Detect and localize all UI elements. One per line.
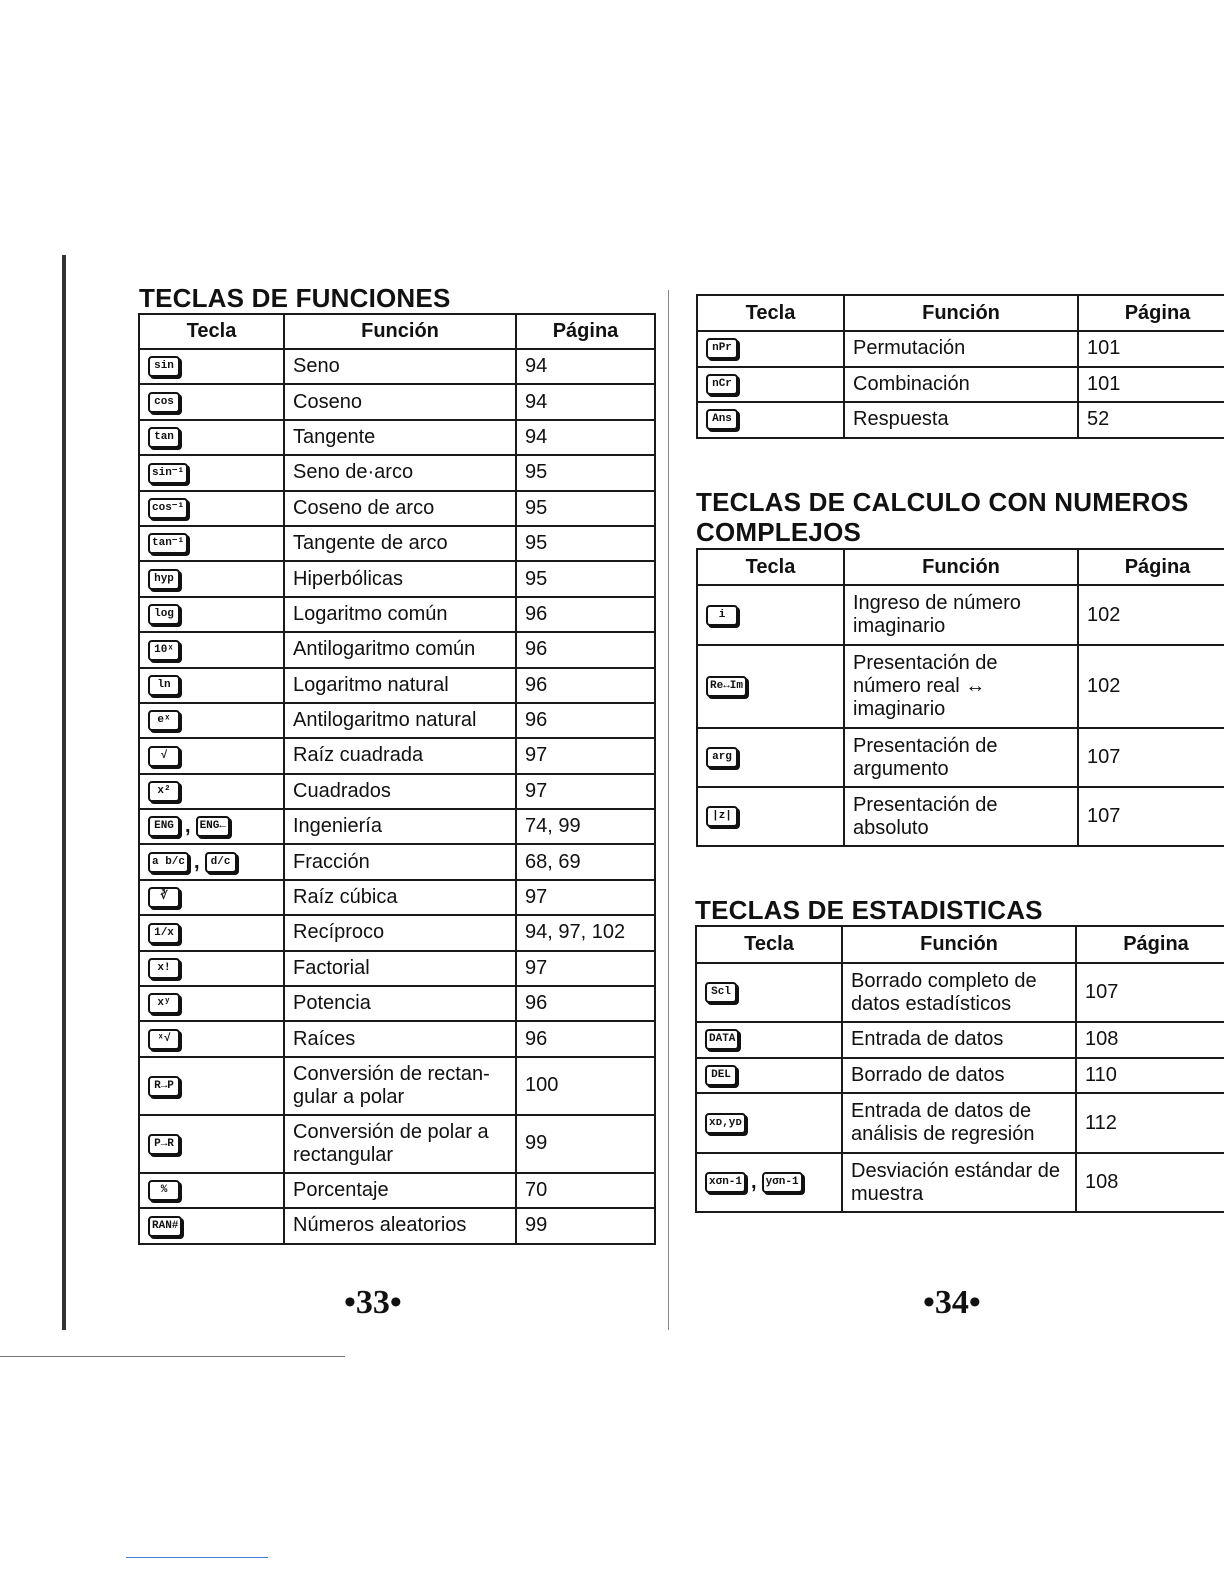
stats-table xyxy=(695,925,1224,1213)
page-cell: 95 xyxy=(516,455,655,490)
page-cell: 97 xyxy=(516,880,655,915)
function-cell: Hiperbólicas xyxy=(284,561,516,596)
table-row xyxy=(139,915,655,950)
page-cell: 95 xyxy=(516,561,655,596)
table-row xyxy=(697,645,1224,728)
function-cell: Factorial xyxy=(284,951,516,986)
function-cell: Conversión de polar a rectangular xyxy=(284,1115,516,1173)
calculator-key-icon: Re↔Im xyxy=(706,676,747,697)
page-cell: 112 xyxy=(1076,1093,1224,1153)
page-cell: 94 xyxy=(516,384,655,419)
calculator-key-icon: ENG← xyxy=(196,816,230,837)
calculator-key-icon: xᴅ,yᴅ xyxy=(705,1113,746,1134)
table-row xyxy=(139,844,655,879)
function-cell: Entrada de datos xyxy=(842,1022,1076,1058)
calculator-key-icon: ln xyxy=(148,675,180,696)
calculator-key-icon: Ans xyxy=(706,409,738,430)
page-cell: 108 xyxy=(1076,1153,1224,1212)
calculator-key-icon: arg xyxy=(706,747,738,768)
key-cell xyxy=(139,561,284,596)
calculator-key-icon: R→P xyxy=(148,1076,180,1097)
key-cell xyxy=(139,455,284,490)
page-cell: 97 xyxy=(516,951,655,986)
key-cell xyxy=(139,951,284,986)
table-row xyxy=(139,1173,655,1208)
key-cell xyxy=(139,1021,284,1056)
table-row xyxy=(139,738,655,773)
page-cell: 94, 97, 102 xyxy=(516,915,655,950)
center-fold-line xyxy=(668,290,669,1330)
table-row xyxy=(139,526,655,561)
key-cell xyxy=(139,844,284,879)
calculator-key-icon: xσn-1 xyxy=(705,1172,746,1193)
table-row xyxy=(139,1021,655,1056)
function-cell: Borrado completo de datos estadísticos xyxy=(842,963,1076,1022)
function-cell: Coseno xyxy=(284,384,516,419)
calculator-key-icon: ∛ xyxy=(148,887,180,908)
calculator-key-icon: |z| xyxy=(706,806,738,827)
stats-section-title: TECLAS DE ESTADISTICAS xyxy=(695,895,1043,925)
page-cell: 52 xyxy=(1078,402,1224,438)
key-cell xyxy=(139,1173,284,1208)
key-cell xyxy=(697,402,844,438)
function-cell: Respuesta xyxy=(844,402,1078,438)
table-row xyxy=(139,455,655,490)
complex-section-title: TECLAS DE CALCULO CON NUMEROS COMPLEJOS xyxy=(696,487,1189,547)
page-cell: 97 xyxy=(516,738,655,773)
page-cell: 101 xyxy=(1078,331,1224,367)
calculator-key-icon: eˣ xyxy=(148,710,180,731)
table-row xyxy=(139,774,655,809)
page-cell: 108 xyxy=(1076,1022,1224,1058)
table-row xyxy=(139,384,655,419)
header-pagina: Página xyxy=(1078,549,1224,585)
calculator-key-icon: xʸ xyxy=(148,993,180,1014)
key-cell xyxy=(696,1153,842,1212)
complex-table-body xyxy=(697,585,1224,846)
page-cell: 99 xyxy=(516,1208,655,1243)
calculator-key-icon: ENG xyxy=(148,816,180,837)
calculator-key-icon: DATA xyxy=(705,1029,739,1050)
function-cell: Porcentaje xyxy=(284,1173,516,1208)
page-cell: 107 xyxy=(1078,728,1224,787)
header-funcion: Función xyxy=(844,549,1078,585)
function-cell: Cuadrados xyxy=(284,774,516,809)
table-row xyxy=(696,1058,1224,1094)
table-row xyxy=(139,1208,655,1243)
page-cell: 100 xyxy=(516,1057,655,1115)
complex-table xyxy=(696,548,1224,847)
table-row xyxy=(696,963,1224,1022)
function-cell: Desviación estándar de muestra xyxy=(842,1153,1076,1212)
calculator-key-icon: P→R xyxy=(148,1134,180,1155)
calculator-key-icon: hyp xyxy=(148,569,180,590)
function-cell: Seno de·arco xyxy=(284,455,516,490)
function-cell: Raíz cúbica xyxy=(284,880,516,915)
calculator-key-icon: log xyxy=(148,604,180,625)
key-cell xyxy=(139,1057,284,1115)
calculator-key-icon: 1/x xyxy=(148,923,180,944)
page-cell: 107 xyxy=(1078,787,1224,846)
table-row xyxy=(139,632,655,667)
function-cell: Combinación xyxy=(844,367,1078,403)
calculator-key-icon: x! xyxy=(148,958,180,979)
header-funcion: Función xyxy=(842,926,1076,963)
page-cell: 94 xyxy=(516,420,655,455)
function-cell: Ingreso de número imaginario xyxy=(844,585,1078,645)
table-row xyxy=(139,668,655,703)
calculator-key-icon: sin xyxy=(148,356,180,377)
key-cell xyxy=(139,632,284,667)
page-number-left: •33• xyxy=(344,1284,402,1321)
key-cell xyxy=(139,703,284,738)
key-cell xyxy=(139,668,284,703)
calculator-key-icon: RAN# xyxy=(148,1216,182,1237)
functions-section-title: TECLAS DE FUNCIONES xyxy=(139,283,451,313)
table-row xyxy=(139,1115,655,1173)
page-cell: 96 xyxy=(516,668,655,703)
calculator-key-icon: a b/c xyxy=(148,852,189,873)
table-row xyxy=(139,986,655,1021)
table-row xyxy=(696,1153,1224,1212)
table-row xyxy=(139,420,655,455)
key-separator: , xyxy=(751,1171,757,1193)
table-row xyxy=(697,331,1224,367)
function-cell: Seno xyxy=(284,349,516,384)
header-pagina: Página xyxy=(1078,295,1224,331)
table-row xyxy=(697,787,1224,846)
calculator-key-icon: √ xyxy=(148,746,180,767)
key-cell xyxy=(696,963,842,1022)
bottom-blue-line xyxy=(126,1557,268,1558)
functions-table xyxy=(138,313,656,1245)
table-row xyxy=(139,703,655,738)
key-cell xyxy=(139,349,284,384)
function-cell: Fracción xyxy=(284,844,516,879)
page-cell: 102 xyxy=(1078,645,1224,728)
page-cell: 96 xyxy=(516,703,655,738)
function-cell: Conversión de rectan-gular a polar xyxy=(284,1057,516,1115)
page-cell: 95 xyxy=(516,526,655,561)
header-tecla: Tecla xyxy=(697,295,844,331)
function-cell: Logaritmo común xyxy=(284,597,516,632)
function-cell: Raíces xyxy=(284,1021,516,1056)
table-row xyxy=(139,491,655,526)
key-cell xyxy=(696,1022,842,1058)
page-cell: 99 xyxy=(516,1115,655,1173)
key-cell xyxy=(139,597,284,632)
key-cell xyxy=(139,1208,284,1243)
key-cell xyxy=(139,738,284,773)
page-cell: 68, 69 xyxy=(516,844,655,879)
key-cell xyxy=(139,1115,284,1173)
functions-table-body xyxy=(139,349,655,1244)
table-row xyxy=(139,809,655,844)
function-cell: Antilogaritmo común xyxy=(284,632,516,667)
left-margin-bar xyxy=(62,255,66,1330)
page-cell: 70 xyxy=(516,1173,655,1208)
table-row xyxy=(139,349,655,384)
key-cell xyxy=(697,585,844,645)
page-cell: 95 xyxy=(516,491,655,526)
key-cell xyxy=(139,774,284,809)
calculator-key-icon: yσn-1 xyxy=(762,1172,803,1193)
bottom-rule xyxy=(0,1356,345,1357)
calculator-key-icon: Scl xyxy=(705,982,737,1003)
function-cell: Presentación de absoluto xyxy=(844,787,1078,846)
function-cell: Presentación de número real ↔ imaginario xyxy=(844,645,1078,728)
page-cell: 96 xyxy=(516,1021,655,1056)
key-cell xyxy=(697,645,844,728)
header-tecla: Tecla xyxy=(697,549,844,585)
key-cell xyxy=(697,367,844,403)
function-cell: Raíz cuadrada xyxy=(284,738,516,773)
key-cell xyxy=(697,331,844,367)
table-row xyxy=(696,1093,1224,1153)
page-cell: 96 xyxy=(516,632,655,667)
key-cell xyxy=(139,986,284,1021)
header-pagina: Página xyxy=(1076,926,1224,963)
calculator-key-icon: tan xyxy=(148,427,180,448)
calculator-key-icon: d/c xyxy=(205,852,237,873)
function-cell: Coseno de arco xyxy=(284,491,516,526)
key-cell xyxy=(139,420,284,455)
function-cell: Ingeniería xyxy=(284,809,516,844)
key-cell xyxy=(139,526,284,561)
table-row xyxy=(139,880,655,915)
function-cell: Potencia xyxy=(284,986,516,1021)
table-row xyxy=(697,728,1224,787)
header-tecla: Tecla xyxy=(696,926,842,963)
key-separator: , xyxy=(194,850,200,873)
table-row xyxy=(139,1057,655,1115)
function-cell: Números aleatorios xyxy=(284,1208,516,1243)
table-row xyxy=(697,402,1224,438)
key-cell xyxy=(139,880,284,915)
calculator-key-icon: nPr xyxy=(706,338,738,359)
calculator-key-icon: 10ˣ xyxy=(148,640,180,661)
key-cell xyxy=(139,915,284,950)
key-separator: , xyxy=(185,815,191,838)
page-cell: 97 xyxy=(516,774,655,809)
function-cell: Antilogaritmo natural xyxy=(284,703,516,738)
calculator-key-icon: x² xyxy=(148,781,180,802)
calculator-key-icon: sin⁻¹ xyxy=(148,463,188,484)
page-cell: 101 xyxy=(1078,367,1224,403)
function-cell: Tangente de arco xyxy=(284,526,516,561)
header-funcion: Función xyxy=(844,295,1078,331)
misc-keys-table-body xyxy=(697,331,1224,438)
calculator-key-icon: i xyxy=(706,605,738,626)
function-cell: Borrado de datos xyxy=(842,1058,1076,1094)
page-cell: 96 xyxy=(516,986,655,1021)
function-cell: Entrada de datos de análisis de regresión xyxy=(842,1093,1076,1153)
page-cell: 110 xyxy=(1076,1058,1224,1094)
calculator-key-icon: nCr xyxy=(706,374,738,395)
key-cell xyxy=(139,809,284,844)
page-cell: 96 xyxy=(516,597,655,632)
page-cell: 94 xyxy=(516,349,655,384)
calculator-key-icon: DEL xyxy=(705,1065,737,1086)
calculator-key-icon: cos⁻¹ xyxy=(148,498,188,519)
calculator-key-icon: cos xyxy=(148,392,180,413)
function-cell: Presentación de argumento xyxy=(844,728,1078,787)
header-pagina: Página xyxy=(516,314,655,349)
header-tecla: Tecla xyxy=(139,314,284,349)
calculator-key-icon: ˣ√ xyxy=(148,1029,180,1050)
key-cell xyxy=(696,1093,842,1153)
calculator-key-icon: % xyxy=(148,1180,180,1201)
calculator-key-icon: tan⁻¹ xyxy=(148,533,188,554)
table-row xyxy=(139,597,655,632)
table-row xyxy=(139,951,655,986)
function-cell: Recíproco xyxy=(284,915,516,950)
misc-keys-table xyxy=(696,294,1224,439)
page-number-right: •34• xyxy=(923,1284,981,1321)
page-cell: 107 xyxy=(1076,963,1224,1022)
table-row xyxy=(139,561,655,596)
key-cell xyxy=(696,1058,842,1094)
table-row xyxy=(696,1022,1224,1058)
header-funcion: Función xyxy=(284,314,516,349)
function-cell: Permutación xyxy=(844,331,1078,367)
page-cell: 102 xyxy=(1078,585,1224,645)
key-cell xyxy=(139,384,284,419)
key-cell xyxy=(139,491,284,526)
table-row xyxy=(697,585,1224,645)
function-cell: Tangente xyxy=(284,420,516,455)
page-cell: 74, 99 xyxy=(516,809,655,844)
key-cell xyxy=(697,787,844,846)
table-row xyxy=(697,367,1224,403)
function-cell: Logaritmo natural xyxy=(284,668,516,703)
stats-table-body xyxy=(696,963,1224,1212)
key-cell xyxy=(697,728,844,787)
